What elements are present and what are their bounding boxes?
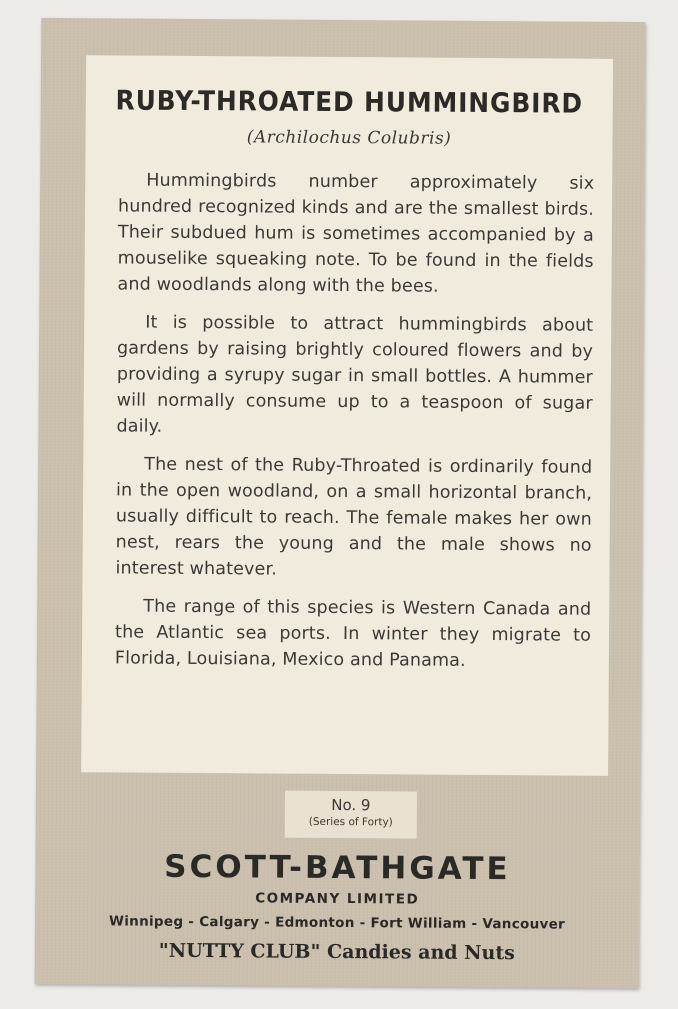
company-name: SCOTT-BATHGATE xyxy=(164,848,511,888)
scientific-name: (Archilochus Colubris) xyxy=(246,127,452,149)
company-subtitle: COMPANY LIMITED xyxy=(255,890,420,908)
paragraph: The nest of the Ruby-Throated is ordinarily found in the open woodland, on a small horizontal branch, usually difficult to reach. The female makes her own nest, rears the young and the male shows no interest whatever. xyxy=(115,454,593,580)
card-number: No. 9 xyxy=(331,795,371,815)
slogan: "NUTTY CLUB" Candies and Nuts xyxy=(158,939,515,965)
cities-list: Winnipeg - Calgary - Edmonton - Fort William - Vancouver xyxy=(109,913,566,933)
series-label: (Series of Forty) xyxy=(308,815,393,829)
card-number-box xyxy=(285,791,417,839)
paragraph: It is possible to attract hummingbirds about gardens by raising brightly coloured flowers and by providing a syrupy sugar in small bottles. A hummer will normally consume up to a teaspoon of sugar daily. xyxy=(116,312,594,437)
description xyxy=(115,167,595,686)
paragraph: Hummingbirds number approximately six hundred recognized kinds and are the smallest birds. Their subdued hum is sometimes accompanied by a mouselike squeaking note. To be found in the fields and woodlands along with the bees. xyxy=(117,170,595,297)
card-title: RUBY-THROATED HUMMINGBIRD xyxy=(115,85,584,120)
paragraph: The range of this species is Western Canada and the Atlantic sea ports. In winter they migrate to Florida, Louisiana, Mexico and Panama. xyxy=(114,596,592,671)
text-panel xyxy=(81,55,613,776)
trading-card xyxy=(35,18,646,988)
